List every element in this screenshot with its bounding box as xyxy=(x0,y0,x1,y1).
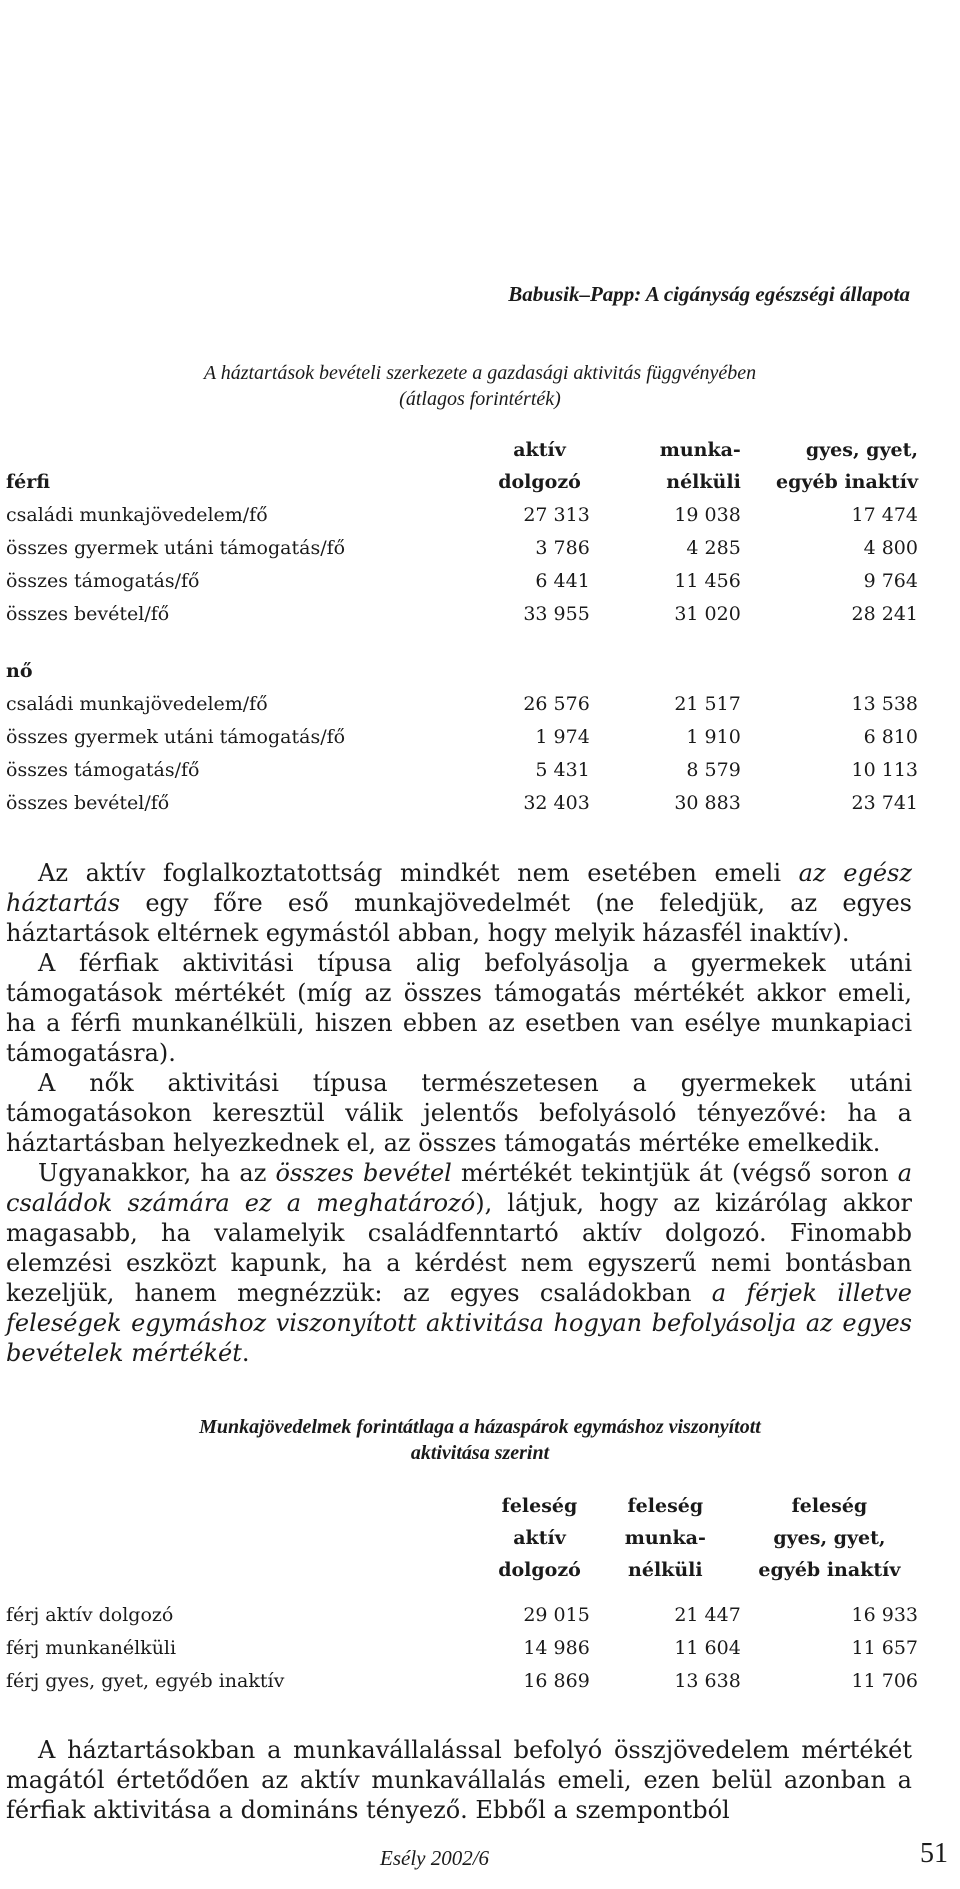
table-row xyxy=(6,1598,918,1631)
table1-group-gap xyxy=(6,630,918,654)
table-row xyxy=(6,1664,918,1697)
table2-col-header: dolgozó xyxy=(498,1559,581,1581)
cell: 8 579 xyxy=(686,758,741,781)
cell: 19 038 xyxy=(674,503,741,526)
table1-col-header: egyéb inaktív xyxy=(776,471,918,493)
cell: 4 285 xyxy=(686,536,741,559)
cell: 13 638 xyxy=(674,1669,741,1692)
row-label: összes bevétel/fő xyxy=(6,602,170,625)
row-label: összes támogatás/fő xyxy=(6,758,200,781)
cell: 10 113 xyxy=(851,758,918,781)
table-row xyxy=(6,1631,918,1664)
table2-col-header: egyéb inaktív xyxy=(758,1559,901,1581)
table2-caption xyxy=(60,1414,900,1466)
body-text-block-2 xyxy=(6,1735,912,1825)
cell: 29 015 xyxy=(523,1603,590,1626)
table-row xyxy=(6,531,918,564)
table2-col-header: feleség xyxy=(791,1495,868,1517)
paragraph xyxy=(6,1158,912,1368)
table1-col-header: gyes, gyet, xyxy=(805,439,918,461)
cell: 5 431 xyxy=(535,758,590,781)
row-label: férj aktív dolgozó xyxy=(6,1603,174,1626)
cell: 32 403 xyxy=(523,791,590,814)
table2-col-header: gyes, gyet, xyxy=(773,1527,886,1549)
cell: 1 910 xyxy=(686,725,741,748)
table2-header-row-3 xyxy=(6,1554,918,1586)
income-structure-table xyxy=(6,434,918,819)
table-row xyxy=(6,564,918,597)
table2-col-header: feleség xyxy=(501,1495,578,1517)
cell: 21 447 xyxy=(674,1603,741,1626)
cell: 13 538 xyxy=(851,692,918,715)
table-row xyxy=(6,786,918,819)
cell: 4 800 xyxy=(863,536,918,559)
cell: 11 706 xyxy=(851,1669,918,1692)
table2-header-row-1 xyxy=(6,1490,918,1522)
cell: 1 974 xyxy=(535,725,590,748)
table2-caption-line1: Munkajövedelmek forintátlaga a házaspárok egymáshoz viszonyított xyxy=(199,1416,761,1438)
table-row xyxy=(6,498,918,531)
cell: 11 604 xyxy=(674,1636,741,1659)
row-label: összes támogatás/fő xyxy=(6,569,200,592)
paragraph: A háztartásokban a munkavállalással befolyó összjövedelem mértékét magától értetődően az aktív munkavállalás emeli, ezen belül azonban a férfiak aktivitása a domináns tényező. Ebből a szempontból xyxy=(6,1736,912,1824)
table1-group-row xyxy=(6,654,918,687)
cell: 9 764 xyxy=(863,569,918,592)
table2-caption-line2: aktivitása szerint xyxy=(410,1442,550,1464)
group-label-ferfi: férfi xyxy=(6,471,51,493)
body-text-block-1 xyxy=(6,858,912,1368)
text-run: . xyxy=(241,1339,250,1367)
row-label: férj munkanélküli xyxy=(6,1636,177,1659)
text-run: Ugyanakkor, ha az xyxy=(38,1159,276,1187)
running-head: Babusik–Papp: A cigányság egészségi állapota xyxy=(508,282,910,306)
spouse-activity-table xyxy=(6,1490,918,1697)
text-run: mértékét tekintjük át (végső soron xyxy=(451,1159,898,1187)
table-row xyxy=(6,597,918,630)
cell: 28 241 xyxy=(851,602,918,625)
table2-col-header: aktív xyxy=(513,1527,566,1549)
paragraph: A férfiak aktivitási típusa alig befolyásolja a gyermekek utáni támogatások mértékét (míg az összes támogatás mértékét akkor emeli, ha a férfi munkanélküli, hiszen ebben az esetben van esélye munkapiaci támogatásra). xyxy=(6,949,912,1067)
journal-footer: Esély 2002/6 xyxy=(380,1846,490,1870)
table1-caption-line2: (átlagos forintérték) xyxy=(399,388,561,410)
cell: 14 986 xyxy=(523,1636,590,1659)
table1-caption xyxy=(60,360,900,412)
cell: 31 020 xyxy=(674,602,741,625)
row-label: összes gyermek utáni támogatás/fő xyxy=(6,725,346,748)
table2-col-header: feleség xyxy=(627,1495,704,1517)
table-row xyxy=(6,687,918,720)
emphasis: összes bevétel xyxy=(275,1159,452,1187)
row-label: családi munkajövedelem/fő xyxy=(6,692,268,715)
table1-col-header: aktív xyxy=(513,439,566,461)
table2-col-header: munka- xyxy=(624,1527,706,1549)
cell: 33 955 xyxy=(523,602,590,625)
table2-header-row-2 xyxy=(6,1522,918,1554)
table-row xyxy=(6,720,918,753)
row-label: férj gyes, gyet, egyéb inaktív xyxy=(6,1669,285,1692)
cell: 16 869 xyxy=(523,1669,590,1692)
cell: 27 313 xyxy=(523,503,590,526)
cell: 17 474 xyxy=(851,503,918,526)
text-run: ), látjuk, hogy az kizárólag akkor magasabb, ha valamelyik családfenntartó aktív dolgozó. Finomabb elemzési eszközt kapunk, ha a kérdést nem egyszerű nemi bontásban kezeljük, hanem megnézzük: az egyes családokban xyxy=(6,1189,912,1307)
cell: 21 517 xyxy=(674,692,741,715)
cell: 6 441 xyxy=(535,569,590,592)
table1-col-header: nélküli xyxy=(666,471,741,493)
cell: 6 810 xyxy=(863,725,918,748)
cell: 30 883 xyxy=(674,791,741,814)
table2-header-gap xyxy=(6,1586,918,1598)
text-run: egy főre eső munkajövedelmét (ne feledjük, az egyes háztartások eltérnek egymástól abban, hogy melyik házasfél inaktív). xyxy=(6,889,912,947)
group-label-no: nő xyxy=(6,659,33,682)
cell: 11 657 xyxy=(851,1636,918,1659)
table1-header-row-1 xyxy=(6,434,918,466)
table-row xyxy=(6,753,918,786)
cell: 3 786 xyxy=(535,536,590,559)
cell: 11 456 xyxy=(674,569,741,592)
paragraph: A nők aktivitási típusa természetesen a gyermekek utáni támogatásokon keresztül válik jelentős befolyásoló tényezővé: ha a háztartásban helyezkednek el, az összes támogatás mértéke emelkedik. xyxy=(6,1069,912,1157)
row-label: családi munkajövedelem/fő xyxy=(6,503,268,526)
row-label: összes bevétel/fő xyxy=(6,791,170,814)
cell: 26 576 xyxy=(523,692,590,715)
row-label: összes gyermek utáni támogatás/fő xyxy=(6,536,346,559)
page-number: 51 xyxy=(920,1838,948,1869)
table2-col-header: nélküli xyxy=(628,1559,703,1581)
paragraph xyxy=(6,858,912,948)
emphasis: a családok számára ez a meghatározó xyxy=(6,1159,913,1217)
table1-caption-line1: A háztartások bevételi szerkezete a gazdasági aktivitás függvényében xyxy=(203,362,757,384)
table1-header-row-2 xyxy=(6,466,918,498)
table1-col-header: dolgozó xyxy=(498,471,581,493)
text-run: Az aktív foglalkoztatottság mindkét nem esetében emeli xyxy=(38,859,799,887)
emphasis: a férjek illetve feleségek egymáshoz viszonyított aktivitása hogyan befolyásolja az egyes bevételek mértékét xyxy=(6,1279,912,1367)
table1-col-header: munka- xyxy=(659,439,741,461)
cell: 23 741 xyxy=(851,791,918,814)
emphasis: az egész háztartás xyxy=(6,859,912,917)
cell: 16 933 xyxy=(851,1603,918,1626)
